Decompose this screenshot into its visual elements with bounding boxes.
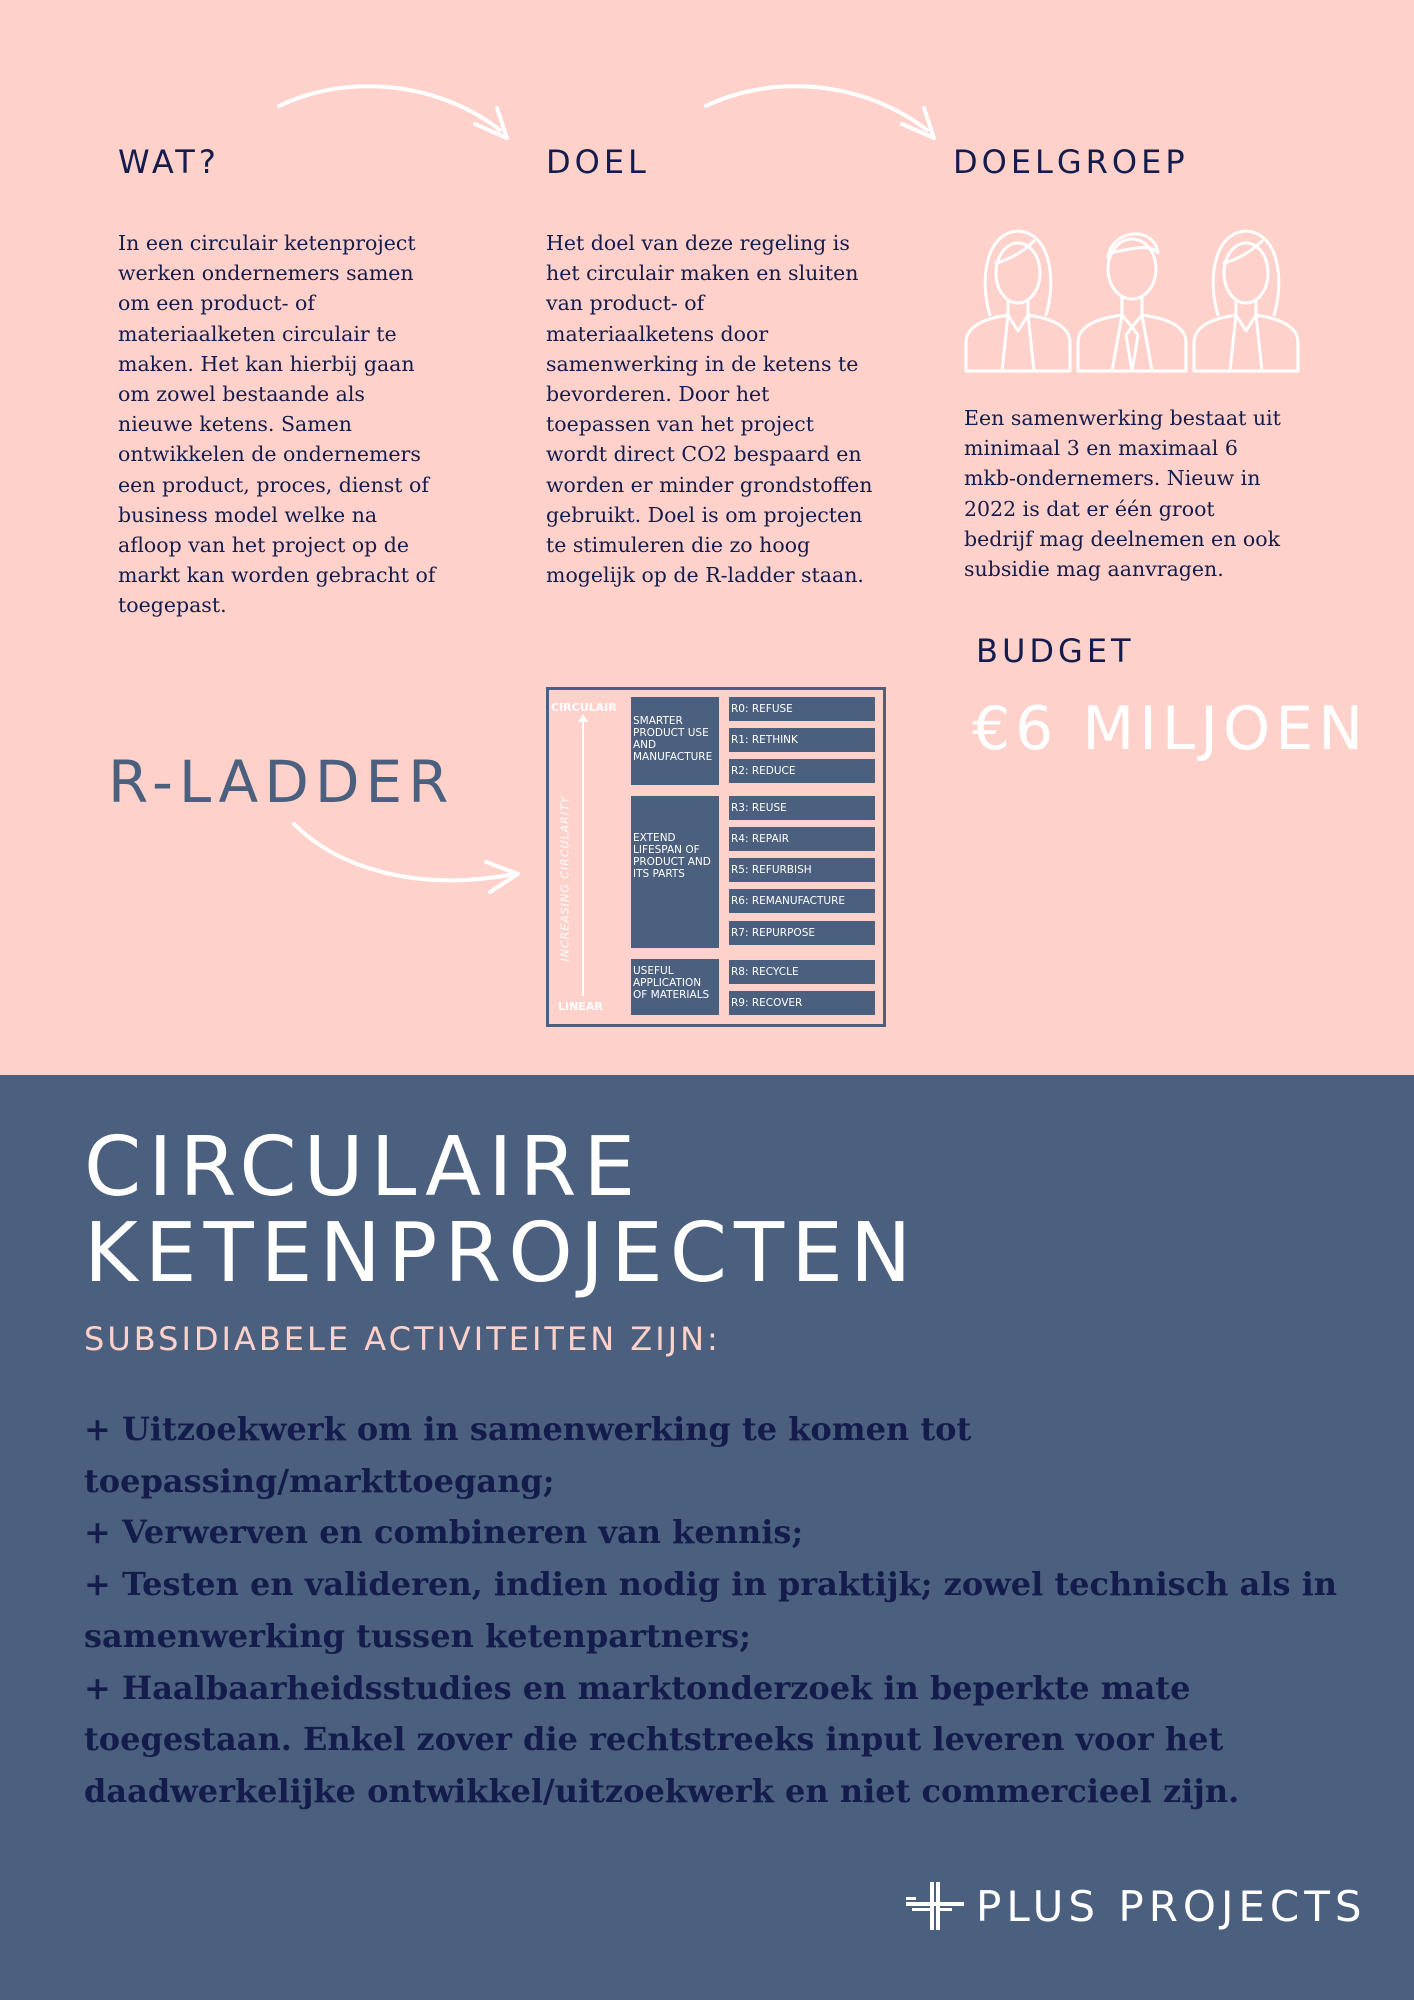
ladder-step-r3: R3: REUSE (729, 796, 875, 820)
ladder-step-r2: R2: REDUCE (729, 759, 875, 783)
ladder-step-r7: R7: REPURPOSE (729, 921, 875, 945)
activities-subtitle: SUBSIDIABELE ACTIVITEITEN ZIJN: (84, 1320, 721, 1358)
circularity-arrow-line (582, 720, 584, 996)
arrow-to-rladder-icon (290, 820, 525, 900)
people-group-icon (962, 223, 1302, 373)
main-title (84, 1120, 919, 1301)
ladder-step-r5: R5: REFURBISH (729, 858, 875, 882)
arrow-wat-to-doel-icon (275, 80, 515, 150)
doel-heading: DOEL (546, 143, 650, 181)
activities-list (84, 1404, 1344, 1818)
doelgroep-heading: DOELGROEP (953, 143, 1189, 181)
budget-heading: BUDGET (976, 632, 1135, 670)
budget-value: €6 MILJOEN (972, 694, 1369, 764)
arrow-doel-to-doelgroep-icon (702, 80, 942, 150)
ladder-step-r0: R0: REFUSE (729, 697, 875, 721)
main-title-line-1: CIRCULAIRE (84, 1120, 643, 1215)
activity-item: + Testen en valideren, indien nodig in praktijk; zowel technisch als in samenwerking tussen ketenpartners; (84, 1565, 1338, 1655)
ladder-step-r4: R4: REPAIR (729, 827, 875, 851)
activity-item: + Verwerven en combineren van kennis; (84, 1513, 804, 1552)
brand-name: PLUS PROJECTS (976, 1881, 1367, 1931)
ladder-top-label: CIRCULAIR (551, 701, 617, 714)
main-title-line-2: KETENPROJECTEN (84, 1206, 919, 1301)
ladder-bottom-label: LINEAR (558, 1000, 603, 1013)
ladder-group-smarter-use: SMARTER PRODUCT USE AND MANUFACTURE (631, 697, 719, 785)
brand-logo (904, 1880, 1367, 1932)
rladder-diagram (546, 687, 886, 1027)
ladder-step-r6: R6: REMANUFACTURE (729, 889, 875, 913)
ladder-step-r8: R8: RECYCLE (729, 960, 875, 984)
plus-logo-icon (904, 1880, 966, 1932)
ladder-group-useful-application: USEFUL APPLICATION OF MATERIALS (631, 959, 719, 1015)
doel-text: Het doel van deze regeling is het circulair maken en sluiten van product- of materiaalketens door samenwerking in de ketens te bevorderen. Door het toepassen van het project wordt direct CO2 bespaard en worden er minder grondstoffen gebruikt. Doel is om projecten te stimuleren die zo hoog mogelijk op de R-ladder staan. (546, 231, 873, 588)
activity-item: + Uitzoekwerk om in samenwerking te komen tot toepassing/markttoegang; (84, 1410, 972, 1500)
ladder-axis-label: INCREASING CIRCULARITY (558, 795, 572, 962)
ladder-step-r9: R9: RECOVER (729, 991, 875, 1015)
wat-heading: WAT? (118, 143, 220, 181)
wat-text: In een circulair ketenproject werken ondernemers samen om een product- of materiaalketen circulair te maken. Het kan hierbij gaan om zowel bestaande als nieuwe ketens. Samen ontwikkelen de ondernemers een product, proces, dienst of business model welke na afloop van het project op de markt kan worden gebracht of toegepast. (118, 231, 436, 618)
ladder-step-r1: R1: RETHINK (729, 728, 875, 752)
activity-item: + Haalbaarheidsstudies en marktonderzoek in beperkte mate toegestaan. Enkel zover die rechtstreeks input leveren voor het daadwerkelijke ontwikkel/uitzoekwerk en niet commercieel zijn. (84, 1668, 1240, 1810)
doelgroep-text: Een samenwerking bestaat uit minimaal 3 en maximaal 6 mkb-ondernemers. Nieuw in 2022 is dat er één groot bedrijf mag deelnemen en ook subsidie mag aanvragen. (964, 406, 1281, 582)
rladder-title: R-LADDER (108, 748, 455, 816)
ladder-group-extend-lifespan: EXTEND LIFESPAN OF PRODUCT AND ITS PARTS (631, 796, 719, 948)
